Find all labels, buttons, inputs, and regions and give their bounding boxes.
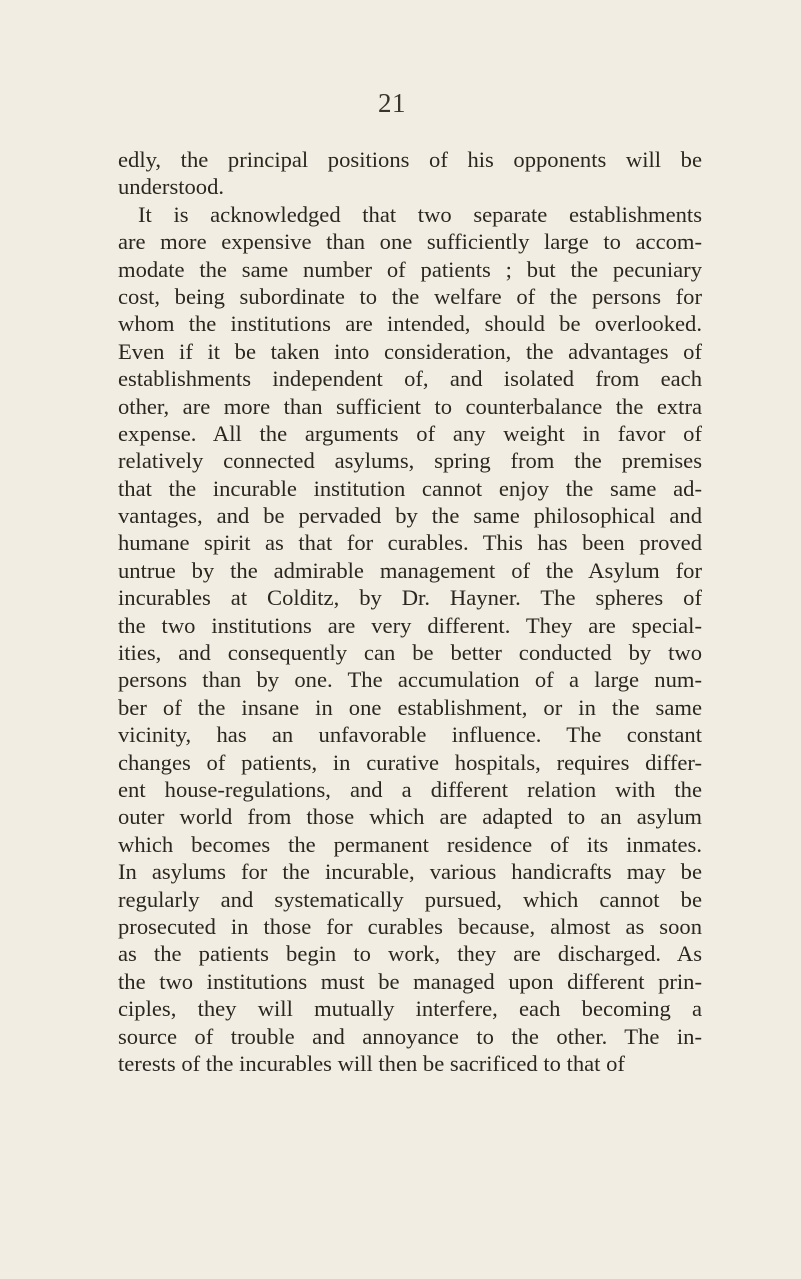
text-line: are more expensive than one sufficiently large to accom-: [118, 229, 702, 255]
text-line: incurables at Colditz, by Dr. Hayner. The spheres of: [118, 585, 702, 611]
text-line: ities, and consequently can be better conducted by two: [118, 640, 702, 666]
text-line: vantages, and be pervaded by the same philosophical and: [118, 503, 702, 529]
text-line: establishments independent of, and isolated from each: [118, 366, 702, 392]
text-line: relatively connected asylums, spring from the premises: [118, 448, 702, 474]
text-line: understood.: [118, 174, 225, 200]
page-number: 21: [378, 88, 406, 118]
text-line: Even if it be taken into consideration, the advantages of: [118, 338, 702, 364]
text-line: the two institutions must be managed upon different prin-: [118, 968, 702, 994]
text-line: ciples, they will mutually interfere, each becoming a: [118, 996, 702, 1022]
text-line: persons than by one. The accumulation of a large num-: [118, 667, 702, 693]
text-line: ent house-regulations, and a different relation with the: [118, 776, 702, 802]
text-line: whom the institutions are intended, should be overlooked.: [118, 311, 702, 337]
text-line: as the patients begin to work, they are discharged. As: [118, 941, 702, 967]
text-line: vicinity, has an unfavorable influence. The constant: [118, 722, 702, 748]
text-line: It is acknowledged that two separate establishments: [138, 201, 702, 227]
text-line: that the incurable institution cannot enjoy the same ad-: [118, 475, 702, 501]
text-line: other, are more than sufficient to counterbalance the extra: [118, 393, 702, 419]
text-line: expense. All the arguments of any weight in favor of: [118, 420, 702, 446]
text-line: untrue by the admirable management of the Asylum for: [118, 557, 702, 583]
text-line: humane spirit as that for curables. This has been proved: [118, 530, 702, 556]
text-line: the two institutions are very different. They are special-: [118, 612, 702, 638]
text-line: which becomes the permanent residence of its inmates.: [118, 831, 702, 857]
text-line: terests of the incurables will then be sacrificed to that of: [118, 1050, 625, 1076]
text-line: cost, being subordinate to the welfare of the persons for: [118, 283, 702, 309]
text-line: source of trouble and annoyance to the other. The in-: [118, 1023, 702, 1049]
text-line: ber of the insane in one establishment, or in the same: [118, 694, 702, 720]
text-line: In asylums for the incurable, various handicrafts may be: [118, 859, 702, 885]
text-line: edly, the principal positions of his opponents will be: [118, 147, 702, 172]
text-line: regularly and systematically pursued, which cannot be: [118, 886, 702, 912]
text-line: outer world from those which are adapted to an asylum: [118, 804, 702, 830]
body-text: [118, 146, 702, 1077]
text-line: modate the same number of patients ; but the pecuniary: [118, 256, 702, 282]
text-line: changes of patients, in curative hospitals, requires differ-: [118, 749, 702, 775]
text-line: prosecuted in those for curables because, almost as soon: [118, 913, 702, 939]
